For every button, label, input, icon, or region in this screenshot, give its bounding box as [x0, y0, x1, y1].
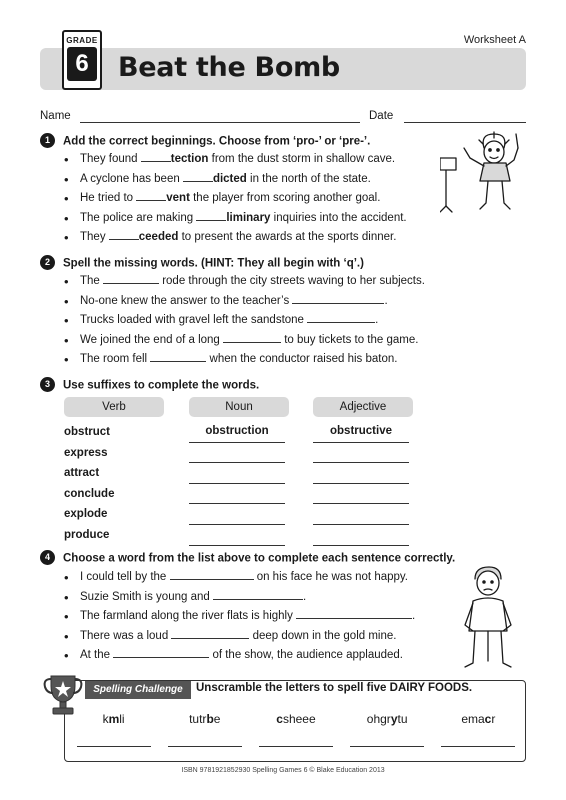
verb-cell: obstruct: [64, 426, 110, 438]
answer-blank[interactable]: [150, 350, 206, 362]
list-item: • Trucks loaded with gravel left the sandstone .: [64, 311, 425, 331]
answer-blank[interactable]: [196, 209, 226, 221]
list-item: • No-one knew the answer to the teacher’s .: [64, 292, 425, 312]
answer-blank[interactable]: [113, 646, 209, 658]
scrambled-word: tutrbe: [189, 712, 221, 726]
scramble-list: [68, 712, 524, 747]
list-item: • They ceeded to present the awards at the sports dinner.: [64, 228, 407, 248]
section-2-heading: [40, 256, 364, 271]
scramble-item: [250, 712, 341, 747]
noun-cell[interactable]: obstruction: [189, 422, 285, 443]
verb-cell: conclude: [64, 487, 115, 500]
answer-line[interactable]: [350, 746, 424, 747]
spelling-challenge-instruction: Unscramble the letters to spell five DAIRY FOODS.: [196, 682, 473, 694]
name-date-row: [40, 110, 526, 126]
list-item: • The rode through the city streets waving to her subjects.: [64, 272, 425, 292]
grade-number: 6: [67, 47, 97, 81]
list-item: • We joined the end of a long to buy tickets to the game.: [64, 331, 425, 351]
section-1-list: [64, 150, 407, 248]
answer-blank[interactable]: [307, 311, 375, 323]
verb-cell: produce: [64, 528, 110, 541]
conductor-illustration: [440, 130, 520, 214]
noun-column: [189, 422, 285, 546]
section-2-list: [64, 272, 425, 370]
verb-column: [64, 422, 114, 546]
name-field[interactable]: [80, 122, 360, 123]
scramble-item: [68, 712, 159, 747]
answer-blank[interactable]: [292, 292, 384, 304]
section-2-instruction: Spell the missing words. (HINT: They all begin with ‘q’.): [63, 257, 364, 270]
scrambled-word: kmli: [102, 712, 125, 726]
scrambled-word: csheee: [276, 712, 316, 726]
list-item: • A cyclone has been dicted in the north of the state.: [64, 170, 407, 190]
noun-cell[interactable]: [189, 504, 285, 525]
section-1-heading: [40, 134, 370, 149]
scramble-item: [433, 712, 524, 747]
adjective-cell[interactable]: [313, 525, 409, 546]
section-3-number: 3: [40, 377, 55, 392]
answer-blank[interactable]: [223, 331, 281, 343]
list-item: • At the of the show, the audience applauded.: [64, 646, 415, 666]
answer-blank[interactable]: [296, 607, 412, 619]
answer-line[interactable]: [77, 746, 151, 747]
adjective-column: [313, 422, 409, 546]
date-field[interactable]: [404, 122, 526, 123]
answer-blank[interactable]: [136, 189, 166, 201]
answer-blank[interactable]: [141, 150, 171, 162]
grade-badge: [62, 30, 102, 90]
noun-cell[interactable]: [189, 525, 285, 546]
noun-cell[interactable]: [189, 443, 285, 464]
list-item: • The farmland along the river flats is highly .: [64, 607, 415, 627]
verb-cell: explode: [64, 508, 108, 521]
list-item: • The room fell when the conductor raised his baton.: [64, 350, 425, 370]
section-3-heading: [40, 378, 259, 393]
grade-word: GRADE: [66, 36, 98, 45]
answer-line[interactable]: [259, 746, 333, 747]
answer-blank[interactable]: [109, 228, 139, 240]
list-item: • I could tell by the on his face he was not happy.: [64, 568, 415, 588]
verb-cell: express: [64, 446, 108, 459]
column-header-noun: Noun: [189, 397, 289, 417]
section-4-instruction: Choose a word from the list above to complete each sentence correctly.: [63, 552, 456, 565]
footer-isbn: ISBN 9781921852930 Spelling Games 6 © Blake Education 2013: [181, 767, 385, 774]
adjective-cell[interactable]: [313, 484, 409, 505]
answer-line[interactable]: [441, 746, 515, 747]
date-label: Date: [369, 110, 394, 122]
section-1-instruction: Add the correct beginnings. Choose from ‘pro-’ or ‘pre-’.: [63, 135, 371, 148]
verb-cell: attract: [64, 467, 100, 480]
section-4-list: [64, 568, 415, 666]
scramble-item: [342, 712, 433, 747]
section-3-instruction: Use suffixes to complete the words.: [63, 379, 260, 392]
column-header-verb: Verb: [64, 397, 164, 417]
list-item: • He tried to vent the player from scoring another goal.: [64, 189, 407, 209]
worksheet-label: Worksheet A: [463, 34, 526, 46]
scrambled-word: ohgrytu: [366, 712, 408, 726]
answer-blank[interactable]: [103, 272, 159, 284]
scramble-item: [159, 712, 250, 747]
answer-blank[interactable]: [170, 568, 254, 580]
adjective-cell[interactable]: obstructive: [313, 422, 409, 443]
list-item: • There was a loud deep down in the gold mine.: [64, 627, 415, 647]
scrambled-word: emacr: [461, 712, 496, 726]
noun-cell[interactable]: [189, 463, 285, 484]
column-header-adjective: Adjective: [313, 397, 413, 417]
adjective-cell[interactable]: [313, 463, 409, 484]
boy-illustration: [455, 565, 521, 671]
answer-blank[interactable]: [213, 588, 303, 600]
answer-blank[interactable]: [171, 627, 249, 639]
noun-cell[interactable]: [189, 484, 285, 505]
list-item: • The police are making liminary inquiries into the accident.: [64, 209, 407, 229]
section-4-heading: [40, 551, 455, 566]
page-title: Beat the Bomb: [118, 52, 340, 83]
trophy-icon: [42, 672, 84, 716]
list-item: • They found tection from the dust storm in shallow cave.: [64, 150, 407, 170]
adjective-cell[interactable]: [313, 443, 409, 464]
answer-line[interactable]: [168, 746, 242, 747]
list-item: • Suzie Smith is young and .: [64, 588, 415, 608]
name-label: Name: [40, 110, 71, 122]
spelling-challenge-tab: Spelling Challenge: [85, 681, 191, 699]
adjective-cell[interactable]: [313, 504, 409, 525]
section-4-number: 4: [40, 550, 55, 565]
answer-blank[interactable]: [183, 170, 213, 182]
section-1-number: 1: [40, 133, 55, 148]
section-2-number: 2: [40, 255, 55, 270]
